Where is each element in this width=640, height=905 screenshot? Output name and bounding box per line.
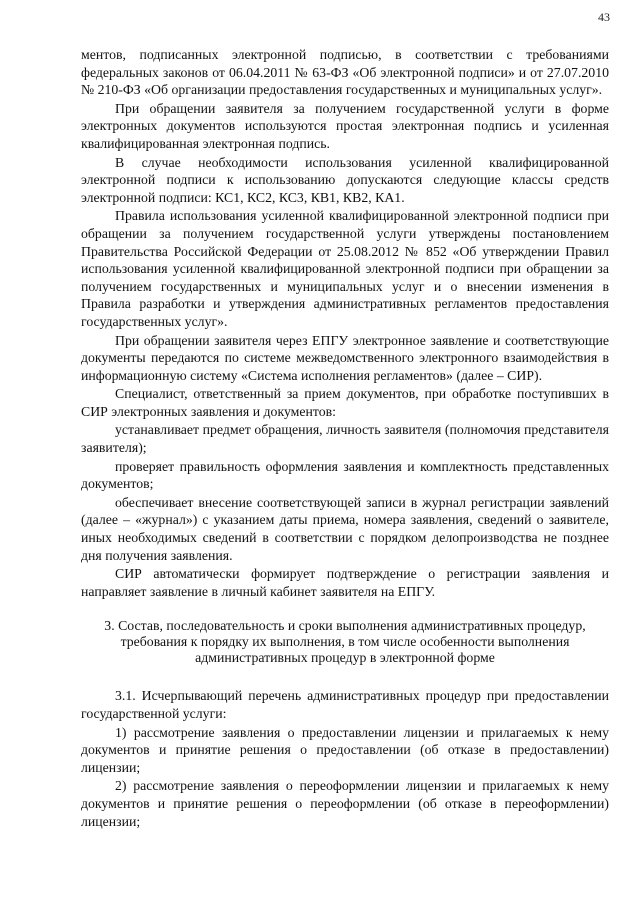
paragraph: Специалист, ответственный за прием документов, при обработке поступивших в СИР электронных заявления и документов:: [81, 386, 609, 419]
list-item: 2) рассмотрение заявления о переоформлении лицензии и прилагаемых к нему документов и принятие решения о переоформлении (об отказе в переоформлении) лицензии;: [81, 778, 609, 829]
page-number: 43: [598, 10, 610, 24]
paragraph: проверяет правильность оформления заявления и комплектность представленных документов;: [81, 458, 609, 492]
paragraph: устанавливает предмет обращения, личность заявителя (полномочия представителя заявителя);: [81, 422, 609, 456]
paragraph: обеспечивает внесение соответствующей записи в журнал регистрации заявлений (далее – «журнал») с указанием даты приема, номера заявления, сведений о заявителе, иных необходимых сведений в соответствии с порядком делопроизводства не позднее дня получения заявления.: [81, 494, 609, 563]
paragraph: СИР автоматически формирует подтверждение о регистрации заявления и направляет заявление в личный кабинет заявителя на ЕПГУ.: [81, 566, 609, 599]
paragraph: При обращении заявителя через ЕПГУ электронное заявление и соответствующие документы передаются по системе межведомственного электронного взаимодействия в информационную систему «Система исполнения регламентов» (далее – СИР).: [81, 332, 609, 383]
document-body: [81, 46, 609, 830]
paragraph: В случае необходимости использования усиленной квалифицированной электронной подписи к использованию допускаются следующие классы средств электронной подписи: КС1, КС2, КС3, КВ1, КВ2, КА1.: [81, 154, 609, 205]
section-heading: 3. Состав, последовательность и сроки выполнения административных процедур, требования к порядку их выполнения, в том числе особенности выполнения административных процедур в электронной форме: [104, 618, 586, 666]
paragraph: При обращении заявителя за получением государственной услуги в форме электронных документов используются простая электронная подпись и усиленная квалифицированная электронная подпись.: [81, 100, 609, 151]
list-item: 1) рассмотрение заявления о предоставлении лицензии и прилагаемых к нему документов и принятие решения о предоставлении (об отказе в предоставлении) лицензии;: [81, 724, 609, 775]
paragraph: Правила использования усиленной квалифицированной электронной подписи при обращении за получением государственной услуги утверждены постановлением Правительства Российской Федерации от 25.08.2012 № 852 «Об утверждении Правил использования усиленной квалифицированной электронной подписи при обращении за получением государственных и муниципальных услуг и о внесении изменения в Правила разработки и утверждения административных регламентов предоставления государственных услуг».: [81, 208, 609, 329]
paragraph: 3.1. Исчерпывающий перечень административных процедур при предоставлении государственной услуги:: [81, 688, 609, 721]
paragraph: ментов, подписанных электронной подписью, в соответствии с требованиями федеральных законов от 06.04.2011 № 63-ФЗ «Об электронной подписи» и от 27.07.2010 № 210-ФЗ «Об организации предоставления государственных и муниципальных услуг».: [81, 47, 609, 98]
